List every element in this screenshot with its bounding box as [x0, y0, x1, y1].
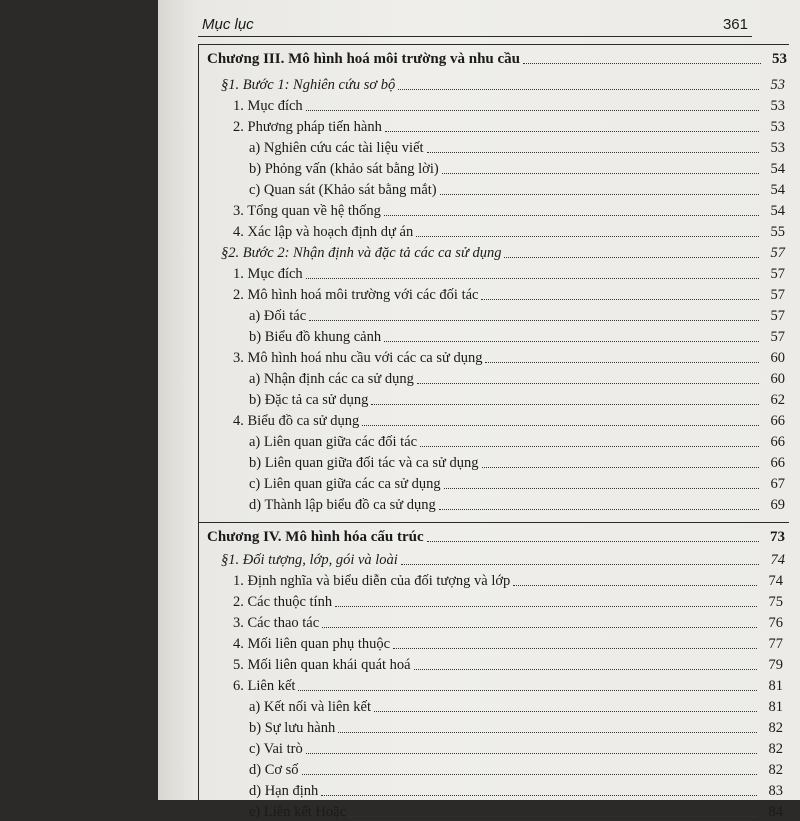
leader-dots [384, 215, 759, 216]
toc-item [233, 614, 783, 632]
toc-subitem [249, 496, 785, 514]
entry-page: 53 [770, 119, 785, 135]
leader-dots [306, 753, 757, 754]
toc-chapter [207, 50, 787, 68]
entry-label: a) Đối tác [249, 308, 307, 324]
entry-page: 55 [770, 224, 785, 240]
entry-page: 82 [768, 720, 783, 736]
entry-label: c) Quan sát (Khảo sát bằng mắt) [249, 182, 437, 198]
leader-dots [485, 362, 759, 363]
toc-item [233, 118, 785, 136]
toc-item [233, 265, 785, 283]
entry-page: 83 [768, 783, 783, 799]
entry-page: 53 [772, 51, 787, 67]
entry-page: 82 [768, 741, 783, 757]
leader-dots [416, 236, 759, 237]
leader-dots [374, 711, 757, 712]
leader-dots [335, 606, 757, 607]
toc-item [233, 349, 785, 367]
entry-page: 57 [770, 308, 785, 324]
entry-label: 2. Phương pháp tiến hành [233, 119, 382, 135]
book-page [158, 0, 800, 820]
entry-label: 1. Mục đích [233, 266, 303, 282]
leader-dots [414, 669, 757, 670]
toc-subitem [249, 307, 785, 325]
leader-dots [417, 383, 759, 384]
leader-dots [393, 648, 757, 649]
entry-page: 62 [770, 392, 785, 408]
toc-subitem [249, 698, 783, 716]
toc-subitem [249, 803, 783, 821]
toc-item [233, 677, 783, 695]
leader-dots [321, 795, 757, 796]
entry-page: 53 [770, 140, 785, 156]
leader-dots [420, 446, 759, 447]
leader-dots [482, 467, 759, 468]
entry-page: 74 [768, 573, 783, 589]
entry-page: 57 [770, 266, 785, 282]
entry-page: 54 [770, 182, 785, 198]
entry-page: 60 [770, 371, 785, 387]
entry-label: c) Vai trò [249, 741, 303, 757]
leader-dots [523, 63, 761, 64]
leader-dots [306, 278, 759, 279]
entry-label: 4. Biểu đồ ca sử dụng [233, 413, 360, 429]
entry-label: d) Thành lập biểu đồ ca sử dụng [249, 497, 436, 513]
toc-section [221, 76, 785, 94]
entry-label: b) Sự lưu hành [249, 720, 336, 736]
leader-dots [427, 541, 759, 542]
entry-page: 60 [770, 350, 785, 366]
toc-chapter [207, 528, 785, 546]
toc-item [233, 656, 783, 674]
table-of-contents [198, 44, 789, 820]
entry-label: §2. Bước 2: Nhận định và đặc tả các ca sử dụng [221, 245, 502, 261]
entry-label: a) Liên quan giữa các đối tác [249, 434, 418, 450]
entry-page: 53 [770, 98, 785, 114]
leader-dots [385, 131, 759, 132]
toc-item [233, 223, 785, 241]
entry-page: 69 [770, 497, 785, 513]
entry-label: d) Cơ số [249, 762, 299, 778]
toc-subitem [249, 454, 785, 472]
toc-subitem [249, 391, 785, 409]
toc-item [233, 635, 783, 653]
chapter-divider-rule [199, 522, 789, 523]
entry-page: 81 [768, 678, 783, 694]
entry-page: 67 [770, 476, 785, 492]
entry-label: 3. Tổng quan về hệ thống [233, 203, 381, 219]
entry-page: 74 [770, 552, 785, 568]
entry-page: 75 [768, 594, 783, 610]
entry-label: a) Nghiên cứu các tài liệu viết [249, 140, 424, 156]
entry-label: Chương III. Mô hình hoá môi trường và nhu cầu [207, 51, 521, 67]
toc-subitem [249, 475, 785, 493]
entry-label: 2. Các thuộc tính [233, 594, 333, 610]
toc-item [233, 593, 783, 611]
entry-page: 54 [770, 203, 785, 219]
leader-dots [371, 404, 759, 405]
toc-subitem [249, 761, 783, 779]
entry-page: 79 [768, 657, 783, 673]
leader-dots [362, 425, 759, 426]
entry-page: 54 [770, 161, 785, 177]
toc-subitem [249, 719, 783, 737]
toc-section [221, 244, 785, 262]
entry-page: 84 [768, 804, 783, 820]
entry-page: 81 [768, 699, 783, 715]
entry-page: 57 [770, 287, 785, 303]
leader-dots [302, 774, 757, 775]
entry-page: 82 [768, 762, 783, 778]
entry-label: a) Kết nối và liên kết [249, 699, 371, 715]
toc-subitem [249, 740, 783, 758]
entry-label: b) Liên quan giữa đối tác và ca sử dụng [249, 455, 479, 471]
entry-page: 73 [770, 529, 785, 545]
leader-dots [442, 173, 759, 174]
entry-label: c) Liên quan giữa các ca sử dụng [249, 476, 441, 492]
leader-dots [513, 585, 757, 586]
leader-dots [444, 488, 759, 489]
entry-label: 3. Các thao tác [233, 615, 320, 631]
entry-label: 6. Liên kết [233, 678, 296, 694]
header-page-number: 361 [722, 16, 748, 33]
leader-dots [338, 732, 757, 733]
entry-label: b) Biểu đồ khung cảnh [249, 329, 382, 345]
leader-dots [398, 89, 759, 90]
entry-page: 66 [770, 434, 785, 450]
leader-dots [309, 320, 759, 321]
entry-label: 1. Mục đích [233, 98, 303, 114]
chapter-top-rule [199, 44, 789, 45]
toc-item [233, 286, 785, 304]
entry-page: 53 [770, 77, 785, 93]
entry-label: b) Phỏng vấn (khảo sát bằng lời) [249, 161, 439, 177]
entry-label: §1. Đối tượng, lớp, gói và loài [221, 552, 398, 568]
leader-dots [481, 299, 759, 300]
leader-dots [384, 341, 759, 342]
header-title: Mục lục [202, 16, 254, 33]
page-header [198, 14, 752, 37]
toc-subitem [249, 433, 785, 451]
entry-label: a) Nhận định các ca sử dụng [249, 371, 414, 387]
toc-subitem [249, 139, 785, 157]
leader-dots [349, 816, 757, 817]
entry-page: 66 [770, 413, 785, 429]
entry-page: 77 [768, 636, 783, 652]
toc-item [233, 572, 783, 590]
entry-label: e) Liên kết Hoặc [249, 804, 347, 820]
leader-dots [306, 110, 759, 111]
entry-label: §1. Bước 1: Nghiên cứu sơ bộ [221, 77, 396, 93]
leader-dots [401, 564, 759, 565]
entry-page: 57 [770, 245, 785, 261]
leader-dots [427, 152, 759, 153]
entry-page: 66 [770, 455, 785, 471]
entry-page: 57 [770, 329, 785, 345]
entry-label: 4. Xác lập và hoạch định dự án [233, 224, 414, 240]
toc-item [233, 202, 785, 220]
entry-label: b) Đặc tả ca sử dụng [249, 392, 369, 408]
toc-subitem [249, 782, 783, 800]
toc-subitem [249, 328, 785, 346]
toc-item [233, 97, 785, 115]
entry-label: 3. Mô hình hoá nhu cầu với các ca sử dụng [233, 350, 483, 366]
toc-subitem [249, 160, 785, 178]
toc-subitem [249, 181, 785, 199]
toc-section [221, 551, 785, 569]
entry-label: d) Hạn định [249, 783, 319, 799]
toc-subitem [249, 370, 785, 388]
entry-label: 1. Định nghĩa và biểu diễn của đối tượng và lớp [233, 573, 511, 589]
entry-label: 4. Mối liên quan phụ thuộc [233, 636, 391, 652]
entry-page: 76 [768, 615, 783, 631]
leader-dots [322, 627, 757, 628]
leader-dots [298, 690, 757, 691]
leader-dots [440, 194, 759, 195]
leader-dots [439, 509, 759, 510]
toc-item [233, 412, 785, 430]
entry-label: 2. Mô hình hoá môi trường với các đối tác [233, 287, 479, 303]
entry-label: 5. Mối liên quan khái quát hoá [233, 657, 411, 673]
leader-dots [504, 257, 759, 258]
entry-label: Chương IV. Mô hình hóa cấu trúc [207, 529, 424, 545]
